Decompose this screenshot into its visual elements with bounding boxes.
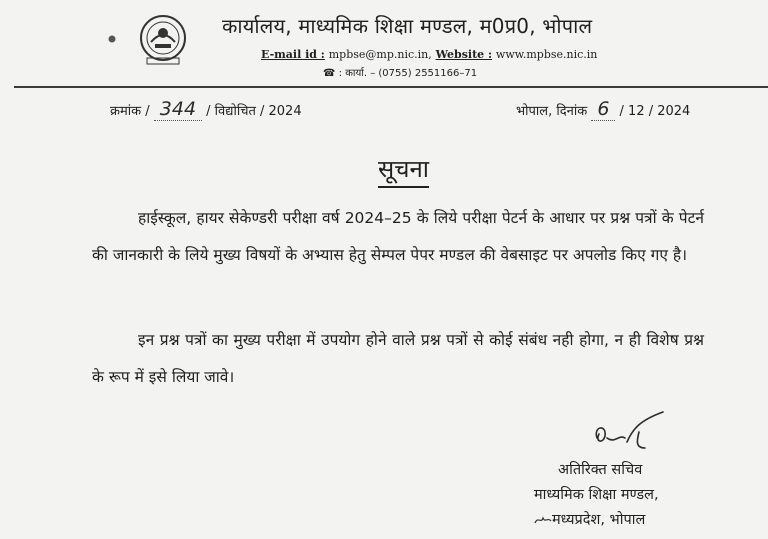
- initials-mark-icon: [534, 515, 552, 525]
- date-rest: / 12 / 2024: [619, 104, 691, 119]
- phone-icon: ☎: [323, 68, 336, 79]
- signatory-board: माध्यमिक शिक्षा मण्डल,: [534, 487, 659, 503]
- ink-dot-icon: [106, 33, 118, 45]
- notice-paragraph-2: इन प्रश्न पत्रों का मुख्य परीक्षा में उपयोग होने वाले प्रश्न पत्रों से कोई संबंध नही होगा, न ही विशेष प्रश्न के रूप में इसे लिया जावे।: [92, 331, 704, 386]
- website-label: Website :: [435, 48, 493, 61]
- website-value: www.mpbse.nic.in: [495, 48, 598, 61]
- signatory-designation: अतिरिक्त सचिव: [558, 462, 643, 478]
- email-label: E-mail id :: [261, 48, 325, 61]
- reference-prefix: क्रमांक /: [110, 104, 150, 119]
- reference-number: [110, 98, 302, 121]
- notice-title: सूचना: [378, 152, 429, 188]
- notice-paragraph-1: हाईस्कूल, हायर सेकेण्डरी परीक्षा वर्ष 2024–25 के लिये परीक्षा पेटर्न के आधार पर प्रश्न पत्रों के पेटर्न की जानकारी के लिये मुख्य विषयों के अभ्यास हेतु सेम्पल पेपर मण्डल की वेबसाइट पर अपलोड किए गए है।: [92, 209, 704, 264]
- date-line: [516, 98, 690, 121]
- contact-line: [261, 48, 597, 61]
- reference-handwritten-number: 344: [154, 98, 202, 121]
- handwritten-signature: [585, 408, 667, 456]
- phone-text: : कार्या. – (0755) 2551166–71: [338, 68, 478, 79]
- date-handwritten-day: 6: [591, 98, 615, 121]
- signatory-city-line: [534, 508, 659, 533]
- date-prefix: भोपाल, दिनांक: [516, 104, 588, 119]
- signatory-city: मध्यप्रदेश, भोपाल: [552, 512, 646, 528]
- signatory-block: [534, 458, 659, 533]
- header-divider: [14, 86, 768, 88]
- reference-suffix: / विद्योचित / 2024: [206, 104, 302, 119]
- phone-line: [323, 65, 477, 79]
- board-emblem-icon: [137, 14, 189, 66]
- office-name: कार्यालय, माध्यमिक शिक्षा मण्डल, म0प्र0, भोपाल: [222, 14, 593, 38]
- email-value: mpbse@mp.nic.in,: [328, 48, 432, 61]
